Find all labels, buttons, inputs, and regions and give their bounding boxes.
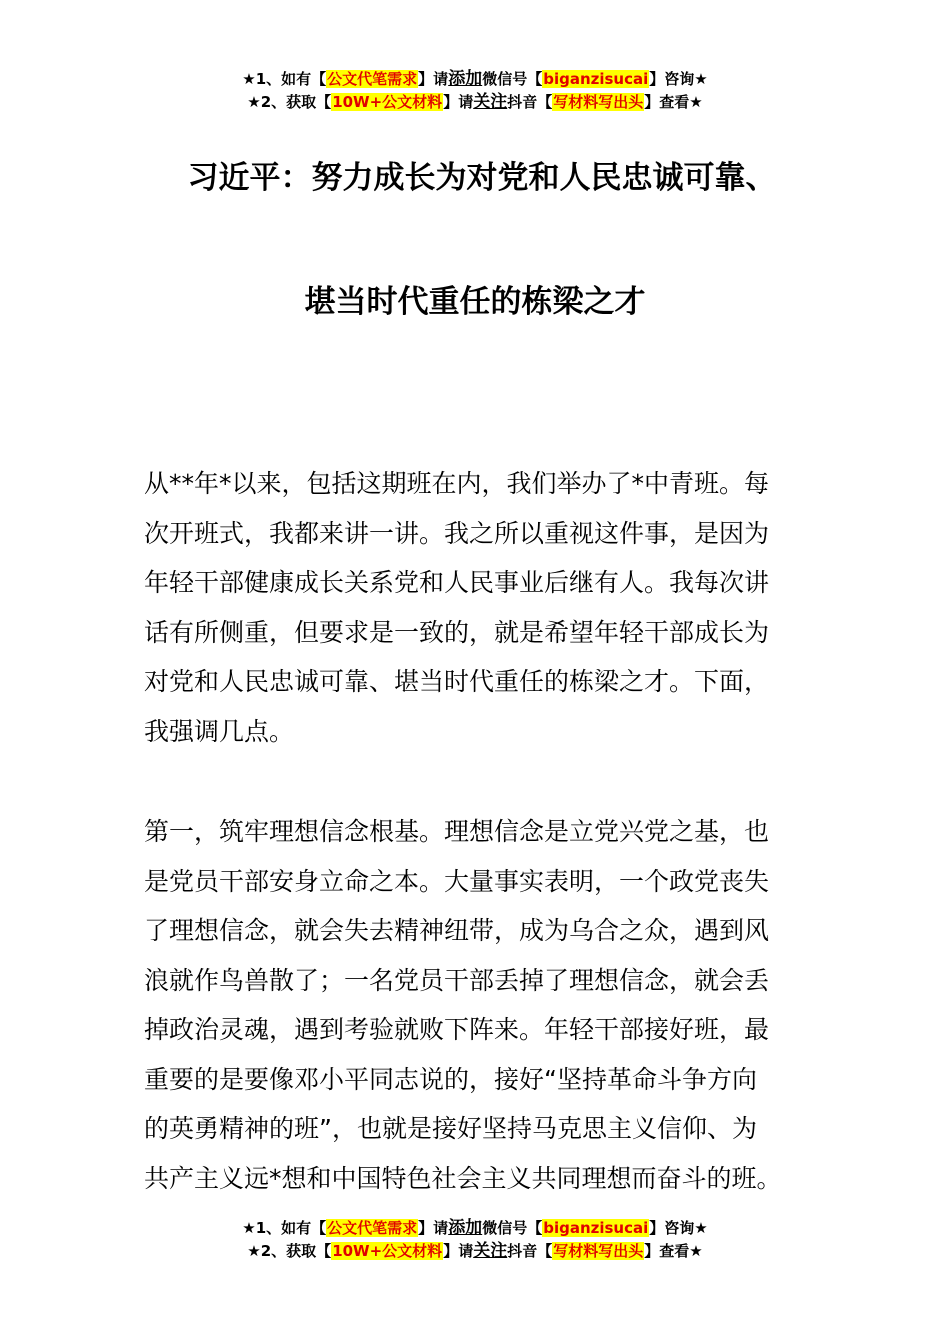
paragraph-line: 是党员干部安身立命之本。大量事实表明，一个政党丧失 bbox=[144, 866, 770, 896]
paragraph-line: 对党和人民忠诚可靠、堪当时代重任的栋梁之才。下面， bbox=[144, 667, 770, 696]
document-title-line-1: 习近平：努力成长为对党和人民忠诚可靠、 bbox=[187, 160, 777, 196]
banner-text: 】请 bbox=[443, 1242, 474, 1260]
banner-line-2 bbox=[0, 91, 950, 114]
banner-text: 】请 bbox=[418, 70, 449, 88]
banner-line-1 bbox=[0, 1217, 950, 1240]
paragraph-line: 次开班式，我都来讲一讲。我之所以重视这件事，是因为 bbox=[144, 518, 770, 548]
banner-text: 微信号【 bbox=[482, 70, 543, 88]
banner-highlight: 写材料写出头 bbox=[553, 93, 644, 111]
banner-text: 】查看★ bbox=[644, 93, 703, 111]
banner-text: 】查看★ bbox=[644, 1242, 703, 1260]
document-title-line-2: 堪当时代重任的栋梁之才 bbox=[304, 284, 646, 320]
banner-text: 】咨询★ bbox=[649, 1219, 708, 1237]
banner-highlight: 10W+公文材料 bbox=[332, 1242, 443, 1260]
banner-highlight: 公文代笔需求 bbox=[327, 1219, 418, 1237]
paragraph-2 bbox=[144, 807, 809, 1203]
paragraph-1 bbox=[144, 459, 809, 756]
banner-line-1 bbox=[0, 68, 950, 91]
banner-emphasis: 添加 bbox=[448, 1218, 483, 1238]
banner-highlight: biganzisucai bbox=[543, 1219, 649, 1237]
paragraph-line: 从**年*以来，包括这期班在内，我们举办了*中青班。每 bbox=[144, 469, 770, 498]
paragraph-line: 共产主义远*想和中国特色社会主义共同理想而奋斗的班。 bbox=[144, 1163, 782, 1193]
paragraph-line: 第一，筑牢理想信念根基。理想信念是立党兴党之基，也 bbox=[144, 817, 770, 846]
banner-line-2 bbox=[0, 1240, 950, 1263]
paragraph-line: 浪就作鸟兽散了；一名党员干部丢掉了理想信念，就会丢 bbox=[144, 965, 770, 995]
banner-text: ★2、获取【 bbox=[247, 93, 332, 111]
banner-text: 抖音【 bbox=[507, 1242, 553, 1260]
banner-highlight: 写材料写出头 bbox=[553, 1242, 644, 1260]
paragraph-line: 重要的是要像邓小平同志说的，接好“坚持革命斗争方向 bbox=[144, 1064, 757, 1094]
top-banner bbox=[0, 68, 950, 114]
bottom-banner bbox=[0, 1217, 950, 1263]
banner-highlight: 公文代笔需求 bbox=[327, 70, 418, 88]
banner-text: 微信号【 bbox=[482, 1219, 543, 1237]
banner-text: ★2、获取【 bbox=[247, 1242, 332, 1260]
banner-text: ★1、如有【 bbox=[242, 1219, 327, 1237]
banner-text: 】请 bbox=[443, 93, 474, 111]
banner-text: 】请 bbox=[418, 1219, 449, 1237]
banner-emphasis: 添加 bbox=[448, 69, 483, 89]
paragraph-line: 了理想信念，就会失去精神纽带，成为乌合之众，遇到风 bbox=[144, 916, 770, 945]
banner-text: 抖音【 bbox=[507, 93, 553, 111]
banner-text: 】咨询★ bbox=[649, 70, 708, 88]
banner-emphasis: 关注 bbox=[473, 1241, 508, 1261]
banner-highlight: biganzisucai bbox=[543, 70, 649, 88]
banner-text: ★1、如有【 bbox=[242, 70, 327, 88]
banner-highlight: 10W+公文材料 bbox=[332, 93, 443, 111]
banner-emphasis: 关注 bbox=[473, 92, 508, 112]
paragraph-line: 我强调几点。 bbox=[144, 716, 295, 746]
paragraph-line: 话有所侧重，但要求是一致的，就是希望年轻干部成长为 bbox=[144, 617, 770, 647]
paragraph-line: 掉政治灵魂，遇到考验就败下阵来。年轻干部接好班，最 bbox=[144, 1015, 770, 1044]
paragraph-line: 的英勇精神的班”，也就是接好坚持马克思主义信仰、为 bbox=[144, 1114, 757, 1143]
paragraph-line: 年轻干部健康成长关系党和人民事业后继有人。我每次讲 bbox=[144, 568, 770, 597]
